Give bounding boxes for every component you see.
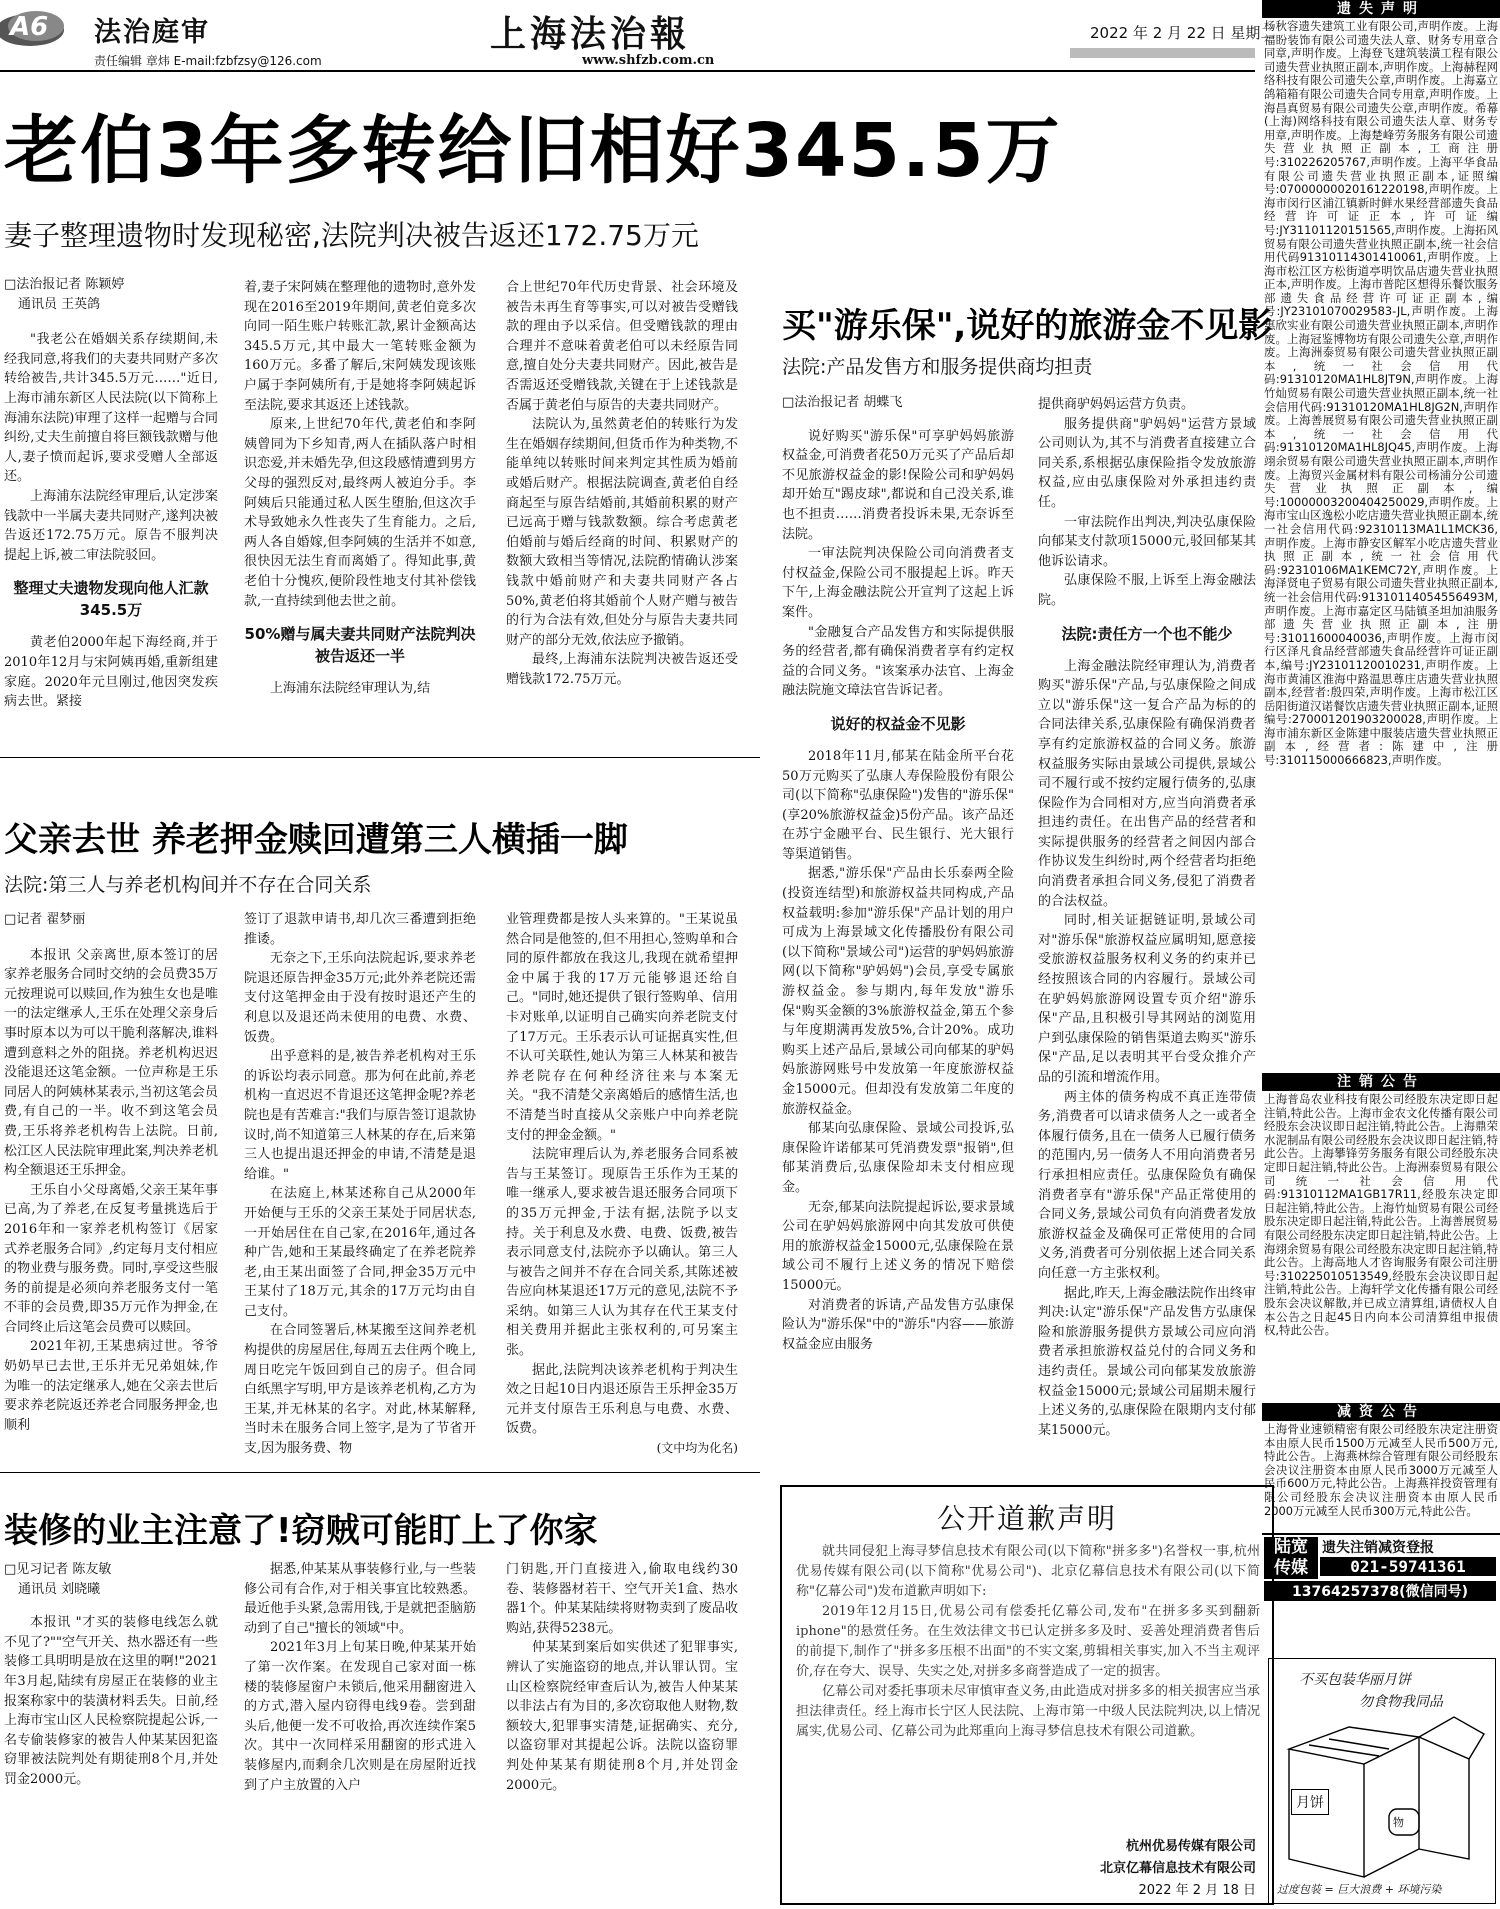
paragraph: 业管理费都是按人头来算的。"王某说虽然合同是他签的,但不用担心,签购单和合同的原件都放在我这儿,我现在就希望押金中属于我的17万元能够退还给自己。"同时,她还提供了银行签购单、信用卡对账单,以证明自己确实向养老院支付了17万元。王乐表示认可证据真实性,但不认可关联性,她认为第三人林某和被告养老院存在何种经济往来与本案无关。"我不清楚父亲离婚后的感情生活,也不清楚当时直接从父亲账户中向养老院支付的押金金额。" [506, 912, 738, 1143]
paragraph: 在法庭上,林某述称自己从2000年开始便与王乐的父亲王某处于同居状态,一开始居住在自己家,在2016年,通过各种广告,她和王某最终确定了在养老院养老,由王某出面签了合同,押金35万元中王某付了18万元,其余的17万元均由自己支付。 [244, 1186, 476, 1319]
ad-line-1: 不买包装华丽月饼 [1299, 1672, 1411, 1688]
header-rule [0, 70, 1255, 72]
apology-body [796, 1542, 1260, 1742]
section-title: 法治庭审 [94, 17, 210, 48]
paragraph: 门钥匙,开门直接进入,偷取电线约30卷、装修器材若干、空气开关1盒、热水器1个。仲某某陆续将财物卖到了废品收购站,获得5238元。 [506, 1562, 738, 1636]
paragraph: 据悉,"游乐保"产品由长乐泰两全险(投资连结型)和旅游权益共同构成,产品权益载明:参加"游乐保"产品计划的用户可成为上海景域文化传播股份有限公司(以下简称"景域公司")运营的驴妈妈旅游网(以下简称"驴妈妈")会员,享受专属旅游权益金。参与期内,每年发放"游乐保"购买金额的3%旅游权益金,第五个参与年度期满再发放5%,合计20%。成功购买上述产品后,景域公司向郁某的驴妈妈旅游网账号中发放第一年度旅游权益金15000元。但却没有发放第二年度的旅游权益金。 [782, 866, 1014, 1117]
paragraph: "我老公在婚姻关系存续期间,未经我同意,将我们的夫妻共同财产多次转给被告,共计345.5万元……"近日,上海市浦东新区人民法院(以下简称上海浦东法院)审理了这样一起赠与合同纠纷,丈夫生前擅自将巨额钱款赠与他人,妻子愤而起诉,要求受赠人全部返还。 [4, 332, 218, 485]
story2-column-3 [506, 910, 738, 1455]
signature-company-2: 北京亿幕信息技术有限公司 [1099, 1861, 1256, 1876]
paragraph: 签订了退款申请书,却几次三番遭到拒绝推诿。 [244, 912, 476, 947]
capital-reduction-notices-text: 上海骨业速锁精密有限公司经股东决定注册资本由原人民币1500万元减至人民币500万元,特此公告。上海燕林综合管理有限公司经股东会决议注册资本由原人民币3000万元减至人民币600万元,特此公告。上海燕祥投资管理有限公司经股东会决议注册资本由原人民币2000万元减至人民币300万元,特此公告。 [1264, 1422, 1498, 1518]
paragraph: 亿幕公司对委托事项未尽审慎审查义务,由此造成对拼多多的相关损害应当承担法律责任。经上海市长宁区人民法院、上海市第一中级人民法院判决,以上情况属实,优易公司、亿幕公司为此郑重向上海寻梦信息技术有限公司道歉。 [796, 1684, 1260, 1739]
paragraph: 弘康保险不服,上诉至上海金融法院。 [1038, 573, 1256, 608]
story1-column-1 [4, 275, 218, 735]
lost-notices-text: 杨秋容遗失建筑工业有限公司,声明作废。上海福盼装饰有限公司遗失法人章、财务专用章合同章,声明作废。上海登飞建筑装潢工程有限公司遗失营业执照正副本,声明作废。上海赫程网络科技有限公司遗失公章,声明作废。上海嘉立鸽箱箱有限公司遗失合同专用章,声明作废。上海昌真贸易有限公司遗失公章,声明作废。希幕(上海)网络科技有限公司遗失法人章、财务专用章,声明作废。上海楚峰劳务服务有限公司遗失营业执照正副本,工商注册号:310226205767,声明作废。上海平华食品有限公司遗失营业执照正副本,证照编号:07000000020161220198,声明作废。上海市闵行区浦江镇新时鲜水果经营部遗失食品经营许可证正本,许可证编号:JY31101120151565,声明作废。上海拓风贸易有限公司遗失营业执照正副本,统一社会信用代码91310114301410061,声明作废。上海市松江区方松街道亭明饮品店遗失营业执照正本,声明作废。上海市普陀区想得乐餐饮服务部遗失食品经营许可证正副本,编号:JY23101070029583-JL,声明作废。上海惠欣实业有限公司遗失营业执照正副本,声明作废。上海冠鉴博物坊有限公司遗失公章,声明作废。上海洲泰贸易有限公司遗失营业执照正副本,统一社会信用代码:91310120MA1HL8JT9N,声明作废。上海竹灿贸易有限公司遗失营业执照正副本,统一社会信用代码:91310120MA1HL8JG2N,声明作废。上海善展贸易有限公司遗失营业执照正副本,统一社会信用代码:91310120MA1HL8JQ45,声明作废。上海翊余贸易有限公司遗失营业执照正副本,声明作废。上海贸兴金属材料有限公司杨浦分公司遗失营业执照正副本,编号:10000003200404250029,声明作废。上海市宝山区逸松小吃店遗失营业执照正副本,统一社会信用代码:92310113MA1L1MCK36,声明作废。上海市静安区解军小吃店遗失营业执照正副本,统一社会信用代码:92310106MA1KEMC72Y,声明作废。上海泽贤电子贸易有限公司遗失营业执照正副本,统一社会信用代码:91310114054556493M,声明作废。上海市嘉定区马陆镇圣坦加油服务部遗失营业执照正副本,注册号:31011600040036,声明作废。上海市闵行区泽凡食品经营部遗失食品经营许可证正副本,编号:JY23101120010231,声明作废。上海市黄浦区淮海中路温思尊庄店遗失营业执照副本,经营者:殷四荣,声明作废。上海市松江区岳阳街道汉诺餐饮店遗失营业执照正副本,证照编号:270001201903200028,声明作废。上海市浦东新区金陈建中服装店遗失营业执照正副本,经营者:陈建中,注册号:310115000666823,声明作废。 [1264, 19, 1498, 768]
mooncake-label: 月饼 [1291, 1789, 1329, 1815]
paragraph: 本报讯 父亲离世,原本签订的居家养老服务合同时交纳的会员费35万元按理说可以赎回,作为独生女也是唯一的法定继承人,王乐在处理父亲身后事时原本以为可以干脆利落解决,谁料遭到意料之外的阻挠。养老机构迟迟没能退还这笔金额。一位声称是王乐同居人的阿姨林某表示,当初这笔会员费,有自己的一半。收不到这笔会员费,王乐将养老机构告上法院。日前,松江区人民法院审理此案,判决养老机构全额退还王乐押金。 [4, 947, 218, 1179]
subheading: 说好的权益金不见影 [830, 714, 966, 733]
paragraph: 2021年初,王某患病过世。爷爷奶奶早已去世,王乐并无兄弟姐妹,作为唯一的法定继承人,她在父亲去世后要求养老院返还养老合同服务押金,也顺利 [4, 1339, 218, 1433]
paragraph: 郁某向弘康保险、景域公司投诉,弘康保险许诺郁某可凭消费发票"报销",但郁某消费后,弘康保险却未支付相应现金。 [782, 1121, 1014, 1195]
public-service-ad [1268, 1658, 1496, 1904]
paragraph: 据悉,仲某某从事装修行业,与一些装修公司有合作,对于相关事宜比较熟悉。最近他手头紧,急需用钱,于是就把歪脑筋动到了自己"擅长的领域"中。 [244, 1562, 476, 1636]
byline: 通讯员 王英鸽 [18, 296, 101, 312]
subheading: 整理丈夫遗物发现向他人汇款345.5万 [13, 579, 209, 620]
paragraph: 上海浦东法院经审理后,认定涉案钱款中一半属夫妻共同财产,遂判决被告返还172.75万元。原告不服判决提起上诉,被二审法院驳回。 [4, 488, 218, 563]
paragraph: 据此,昨天,上海金融法院作出终审判决:认定"游乐保"产品发售方弘康保险和旅游服务提供方景域公司应向消费者承担旅游权益兑付的合同义务和违约责任。景域公司向郁某发放旅游权益金15000元;景域公司届期未履行上述义务的,弘康保险在限期内支付郁某15000元。 [1038, 1285, 1256, 1438]
paragraph: 服务提供商"驴妈妈"运营方景域公司则认为,其不与消费者直接建立合同关系,系根据弘康保险指令发放旅游权益,应由弘康保险对外承担违约责任。 [1038, 416, 1256, 510]
ad-strip [1262, 1533, 1500, 1599]
newspaper-url[interactable]: www.shfzb.com.cn [582, 53, 715, 68]
story4-column-3 [506, 1560, 738, 1905]
deregistration-notices-text: 上海普岛农业科技有限公司经股东决定即日起注销,特此公告。上海市金农文化传播有限公司经股东会决议即日起注销,特此公告。上海鼎荣水泥制品有限公司经股东会决议即日起注销,特此公告。上海攀锋劳务服务有限公司经股东决定即日起注销,特此公告。上海洲泰贸易有限公司统一社会信用代码:91310112MA1GB17R11,经股东决定即日起注销,特此公告。上海竹灿贸易有限公司经股东决定即日起注销,特此公告。上海善展贸易有限公司经股东决定即日起注销,特此公告。上海翊余贸易有限公司经股东决定即日起注销,特此公告。上海高地人才咨询服务有限公司注册号:310225010513549,经股东会决议即日起注销,特此公告。上海轩学文化传播有限公司经股东会决议解散,并已成立清算组,请债权人自本公告之日起45日内向本公司清算组申报债权,特此公告。 [1264, 1092, 1498, 1338]
byline: □见习记者 陈友敏 [4, 1562, 112, 1577]
classifieds-header: 减资公告 [1262, 1403, 1500, 1421]
paragraph: 原来,上世纪70年代,黄老伯和李阿姨曾同为下乡知青,两人在插队落户时相识恋爱,并未婚先孕,但这段感情遭到男方父母的强烈反对,最终两人被迫分手。李阿姨后只能通过私人医生堕胎,但这次手术导致她永久性丧失了生育能力。之后,两人各自婚嫁,但李阿姨的生活并不如意,很快因无法生育而离婚了。得知此事,黄老伯十分愧疚,便阶段性地支付其补偿钱款,一直持续到他去世之前。 [244, 417, 476, 609]
byline: 通讯员 刘晓曦 [18, 1581, 101, 1597]
signature-company-1: 杭州优易传媒有限公司 [1125, 1839, 1256, 1854]
story2-subhead: 法院:第三人与养老机构间并不存在合同关系 [4, 874, 372, 896]
divider [0, 1472, 760, 1473]
mooncake-seal: 物 [1393, 1816, 1404, 1829]
apology-date: 2022 年 2 月 18 日 [1138, 1883, 1256, 1898]
classifieds-header: 注销公告 [1262, 1073, 1500, 1091]
byline: □记者 翟梦丽 [4, 912, 86, 927]
classifieds-column [1262, 0, 1500, 1909]
newspaper-masthead: 上海法治報 [490, 13, 691, 55]
story3-column-2 [1038, 395, 1256, 1470]
apology-notice-box [780, 1485, 1274, 1905]
story2-column-2 [244, 910, 476, 1455]
paragraph: 对消费者的诉请,产品发售方弘康保险认为"游乐保"中的"游乐"内容——旅游权益金应由服务 [782, 1297, 1014, 1352]
story2-column-1 [4, 910, 218, 1455]
paragraph: 无奈,郁某向法院提起诉讼,要求景域公司在驴妈妈旅游网中向其发放可供使用的旅游权益金15000元,弘康保险在景域公司不履行上述义务的情况下赔偿15000元。 [782, 1199, 1014, 1293]
byline: □法治报记者 陈颖婷 [4, 277, 125, 292]
ad-mobile[interactable]: 13764257378(微信同号) [1264, 1581, 1496, 1601]
paragraph: 法院认为,虽然黄老伯的转账行为发生在婚姻存续期间,但货币作为种类物,不能单纯以转账时间来判定其性质为婚前或婚后财产。根据法院调查,黄老伯自经商起至与原告结婚前,其婚前积累的财产已远高于赠与钱款数额。综合考虑黄老伯婚前与婚后经商的时间、积累财产的数额大致相当等情况,法院酌情确认涉案钱款中婚前财产和夫妻共同财产各占50%,黄老伯将其婚前个人财产赠与被告的行为合法有效,但处分与原告夫妻共同财产的部分无效,依法应予撤销。 [506, 417, 738, 648]
story1-subhead: 妻子整理遗物时发现秘密,法院判决被告返还172.75万元 [4, 219, 699, 252]
ad-bottom-text: 过度包装 = 巨大浪费 + 环境污染 [1277, 1883, 1442, 1896]
paragraph: 一审法院判决保险公司向消费者支付权益金,保险公司不服提起上诉。昨天下午,上海金融法院公开宣判了这起上诉案件。 [782, 546, 1014, 620]
ad-brand-2: 传媒 [1274, 1558, 1308, 1578]
classifieds-header: 遗失声明 [1262, 0, 1500, 18]
paragraph: 2019年12月15日,优易公司有偿委托亿幕公司,发布"在拼多多买到翻新iphone"的悬赏任务。在生效法律文书已认定拼多多及时、妥善处理消费者售后的前提下,制作了"拼多多压根不出面"的不实文案,剪辑相关事实,加入不当主观评价,存在夸大、误导、失实之处,对拼多多商誉造成了一定的损害。 [796, 1604, 1260, 1679]
paragraph: 同时,相关证据链证明,景域公司对"游乐保"旅游权益应属明知,愿意接受旅游权益服务权利义务的约束并已经按照该合同的内容履行。景域公司在驴妈妈旅游网设置专页介绍"游乐保"产品,且积极引导其网站的浏览用户到弘康保险的销售渠道去购买"游乐保"产品,足以表明其平台受众推介产品的引流和增流作用。 [1038, 913, 1256, 1085]
paragraph: 黄老伯2000年起下海经商,并于2010年12月与宋阿姨再婚,重新组建家庭。2020年元旦刚过,他因突发疾病去世。紧接 [4, 635, 218, 710]
issue-date: 2022 年 2 月 22 日 星期二 [1090, 24, 1276, 42]
story1-column-3 [506, 278, 738, 738]
ad-phone[interactable]: 021-59741361 [1320, 1557, 1496, 1576]
ad-brand: 陆宽 [1274, 1537, 1308, 1557]
subheading: 50%赠与属夫妻共同财产法院判决被告返还一半 [244, 625, 476, 666]
paragraph: 法院审理后认为,养老服务合同系被告与王某签订。现原告王乐作为王某的唯一继承人,要求被告退还服务合同项下的35万元押金,于法有据,法院予以支持。关于利息及水费、电费、饭费,被告表示同意支付,法院亦予以确认。第三人与被告之间并不存在合同关系,其陈述被告应向林某退还17万元的意见,法院不予采纳。如第三人认为其存在代王某支付相关费用并据此主张权利的,可另案主张。 [506, 1147, 738, 1359]
story4-headline: 装修的业主注意了!窃贼可能盯上了你家 [4, 1511, 598, 1551]
paragraph: 据此,法院判决该养老机构于判决生效之日起10日内退还原告王乐押金35万元并支付原告王乐利息与电费、水费、饭费。 [506, 1362, 738, 1437]
footnote: (文中均为化名) [656, 1441, 738, 1455]
subheading: 法院:责任方一个也不能少 [1061, 624, 1233, 643]
story3-subhead: 法院:产品发售方和服务提供商均担责 [782, 356, 1093, 378]
paragraph: 出乎意料的是,被告养老机构对王乐的诉讼均表示同意。那为何在此前,养老机构一直迟迟不肯退还这笔押金呢?养老院也是有苦难言:"我们与原告签订退款协议时,尚不知道第三人林某的存在,后来第三人也提出退还押金的申请,不清楚是退给谁。" [244, 1049, 476, 1182]
ad-line-2: 勿食物我同品 [1359, 1694, 1443, 1710]
story1-headline: 老伯3年多转给旧相好345.5万 [4, 108, 1062, 194]
apology-title: 公开道歉声明 [936, 1502, 1117, 1535]
story3-headline: 买"游乐保",说好的旅游金不见影 [782, 306, 1273, 346]
paragraph: 最终,上海浦东法院判决被告返还受赠钱款172.75万元。 [506, 652, 738, 687]
paragraph: 就共同侵犯上海寻梦信息技术有限公司(以下简称"拼多多")名誉权一事,杭州优易传媒有限公司(以下简称"优易公司")、北京亿幕信息技术有限公司(以下简称"亿幕公司")发布道歉声明如下: [796, 1544, 1260, 1599]
story3-column-1 [782, 393, 1014, 1468]
paragraph: 提供商驴妈妈运营方负责。 [1038, 397, 1195, 412]
paragraph: 王乐自小父母离婚,父亲王某年事已高,为了养老,在反复考量挑选后于2016年和一家养老机构签订《居家式养老服务合同》,约定每月支付相应的物业费与服务费。同时,享受这些服务的前提是必须向养老服务支付一笔不菲的会员费,即35万元作为押金,在合同终止后这笔会员费可以赎回。 [4, 1182, 218, 1335]
paragraph: 在合同签署后,林某搬至这间养老机构提供的房屋居住,每周五去住两个晚上,周日吃完午饭回到自己的房子。但合同白纸黑字写明,甲方是该养老机构,乙方为王某,并无林某的名字。对此,林某解释,当时未在服务合同上签字,是为了节省开支,因为服务费、物 [244, 1323, 476, 1455]
editor-line: 责任编辑 章炜 E-mail:fzbfzsy@126.com [94, 54, 322, 68]
ad-description: 遗失注销减资登报 [1322, 1540, 1434, 1556]
story2-headline: 父亲去世 养老押金赎回遭第三人横插一脚 [4, 820, 628, 860]
header-gray-bar [1070, 48, 1255, 58]
story4-column-2 [244, 1560, 476, 1905]
paragraph: 上海浦东法院经审理认为,结 [270, 681, 431, 697]
paragraph: 2018年11月,郁某在陆金所平台花50万元购买了弘康人寿保险股份有限公司(以下简称"弘康保险")发售的"游乐保"(享20%旅游权益金)5份产品。该产品还在苏宁金融平台、民生银行、光大银行等渠道销售。 [782, 748, 1014, 862]
story1-column-2 [244, 278, 476, 738]
paragraph: 本报讯 "才买的装修电线怎么就不见了?""空气开关、热水器还有一些装修工具明明是放在这里的啊!"2021年3月起,陆续有房屋正在装修的业主报案称家中的装潢材料丢失。日前,经上海市宝山区人民检察院提起公诉,一名专偷装修家的被告人仲某某因犯盗窃罪被法院判处有期徒刑8个月,并处罚金2000元。 [4, 1615, 218, 1787]
page-number: A6 [10, 12, 49, 42]
ad-brand-block [1264, 1537, 1318, 1579]
paragraph: 2021年3月上旬某日晚,仲某某开始了第一次作案。在发现自己家对面一栋楼的装修屋窗户未锁后,他采用翻窗进入的方式,潜入屋内窃得电线9卷。尝到甜头后,他便一发不可收拾,再次连续作案5次。其中一次同样采用翻窗的形式进入装修屋内,而剩余几次则是在房屋附近找到了户主放置的入户 [244, 1640, 476, 1793]
paragraph: 无奈之下,王乐向法院起诉,要求养老院退还原告押金35万元;此外养老院还需支付这笔押金由于没有按时退还产生的利息以及退还尚未使用的电费、水费、饭费。 [244, 951, 476, 1045]
paragraph: 一审法院作出判决,判决弘康保险向郁某支付款项15000元,驳回郁某其他诉讼请求。 [1038, 514, 1256, 569]
paragraph: 合上世纪70年代历史背景、社会环境及被告未再生育等事实,可以对被告受赠钱款的理由予以采信。但受赠钱款的理由合理并不意味着黄老伯可以未经原告同意,擅自处分夫妻共同财产。因此,被告是否需返还受赠钱款,关键在于上述钱款是否属于黄老伯与原告的夫妻共同财产。 [506, 280, 738, 413]
paragraph: 上海金融法院经审理认为,消费者购买"游乐保"产品,与弘康保险之间成立以"游乐保"这一复合产品为标的的合同法律关系,弘康保险有确保消费者享有约定旅游权益的合同义务。旅游权益服务实际由景域公司提供,景域公司不履行或不按约定履行债务的,弘康保险作为合同相对方,应当向消费者承担违约责任。在出售产品的经营者和实际提供服务的经营者之间因内部合作协议发生纠纷时,两个经营者均拒绝向消费者承担合同义务,侵犯了消费者的合法权益。 [1038, 658, 1256, 909]
paragraph: 着,妻子宋阿姨在整理他的遗物时,意外发现在2016至2019年期间,黄老伯竟多次向同一陌生账户转账汇款,累计金额高达345.5万元,其中最大一笔转账金额为160万元。多番了解后,宋阿姨发现该账户属于李阿姨所有,于是她将李阿姨起诉至法院,要求其返还上述钱款。 [244, 280, 476, 413]
paragraph: 两主体的债务构成不真正连带债务,消费者可以请求债务人之一或者全体履行债务,且在一债务人已履行债务的范围内,另一债务人不用向消费者另行承担相应责任。弘康保险负有确保消费者享有"游乐保"产品正常使用的合同义务,景域公司负有向消费者发放旅游权益金及确保可正常使用的合同义务,消费者可分别依据上述合同关系向任意一方主张权利。 [1038, 1089, 1256, 1281]
story4-column-1 [4, 1560, 218, 1905]
divider [0, 757, 760, 758]
paragraph: 说好购买"游乐保"可享驴妈妈旅游权益金,可消费者花50万元买了产品后却不见旅游权益金的影!保险公司和驴妈妈却开始互"踢皮球",都说和自己没关系,谁也不担责……消费者投诉未果,无奈诉至法院。 [782, 428, 1014, 542]
paragraph: 仲某某到案后如实供述了犯罪事实,辨认了实施盗窃的地点,并认罪认罚。宝山区检察院经审查后认为,被告人仲某某以非法占有为目的,多次窃取他人财物,数额较大,犯罪事实清楚,证据确实、充分,以盗窃罪对其提起公诉。法院以盗窃罪判处仲某某有期徒刑8个月,并处罚金2000元。 [506, 1640, 738, 1793]
paragraph: "金融复合产品发售方和实际提供服务的经营者,都有确保消费者享有约定权益的合同义务。"该案承办法官、上海金融法院施文璋法官告诉记者。 [782, 624, 1014, 699]
byline: □法治报记者 胡蝶飞 [782, 395, 903, 410]
